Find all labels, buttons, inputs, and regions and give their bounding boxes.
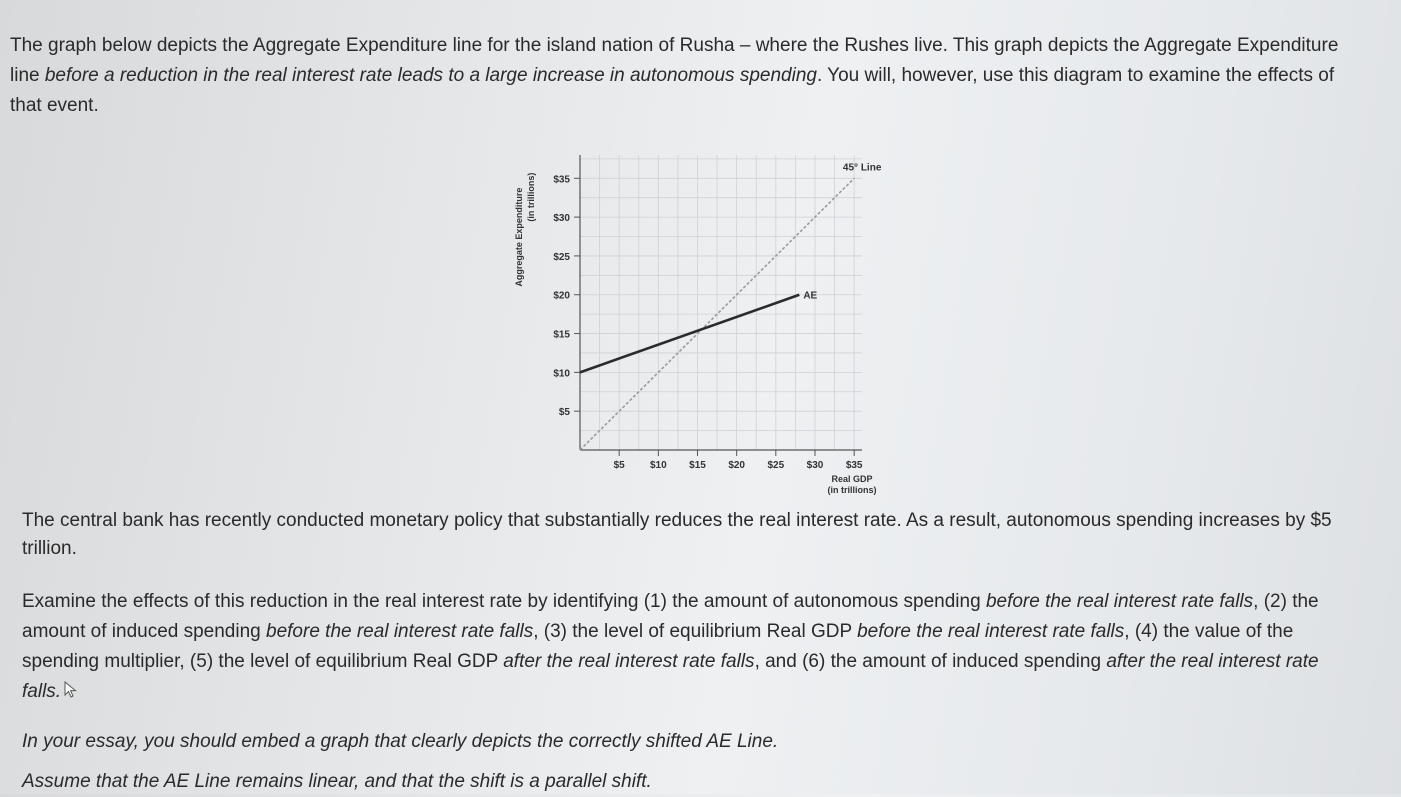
intro-paragraph — [10, 31, 1370, 121]
x-tick-label: $35 — [845, 460, 863, 471]
essay-instruction: In your essay, you should embed a graph that clearly depicts the correctly shifted AE Line. — [22, 731, 779, 752]
y-tick-label: $25 — [553, 251, 570, 263]
forty-five-degree-line-label: 45° Line — [842, 162, 882, 174]
mouse-cursor-icon — [63, 681, 79, 699]
x-tick-label: $30 — [806, 460, 824, 471]
y-tick-label: $10 — [553, 368, 570, 380]
instr-emph-b: before the real interest rate falls — [985, 591, 1254, 612]
x-tick-label: $15 — [689, 460, 706, 471]
monetary-policy-paragraph: The central bank has recently conducted monetary policy that substantially reduces the real interest rate. As a result, autonomous spending increases by $5 trillion. — [22, 510, 1332, 559]
ae-line-label: AE — [803, 290, 818, 302]
x-tick-label: $10 — [649, 460, 667, 471]
ae-chart — [500, 145, 900, 505]
ae-chart-svg — [500, 145, 900, 505]
y-axis-subtitle: (in trillions) — [526, 172, 536, 222]
instr-text-g: , (4) the value of the spending multiplier, (5) the level of equilibrium Real GDP — [22, 621, 1294, 672]
y-tick-label: $15 — [553, 329, 570, 341]
x-tick-label: $25 — [767, 460, 785, 471]
y-tick-label: $35 — [553, 174, 570, 186]
instr-emph-j: after the real interest rate falls — [22, 651, 1319, 702]
intro-text-2: . You will, however, use this diagram to examine the effects of that event. — [10, 65, 1335, 116]
instr-text-c: , (2) the amount of induced spending — [22, 591, 1319, 642]
instr-emph-h: after the real interest rate falls — [503, 651, 755, 672]
intro-text-1: The graph below depicts the Aggregate Expenditure line for the island nation of Rusha – where the Rushes live. This graph depicts the Aggregate Expenditure line — [10, 35, 1339, 86]
x-tick-label: $20 — [728, 460, 746, 471]
x-axis-title: Real GDP — [831, 474, 873, 484]
instr-emph-d: before the real interest rate falls — [266, 621, 534, 642]
instr-text-i: , and (6) the amount of induced spending — [754, 651, 1107, 672]
instr-text-a: Examine the effects of this reduction in the real interest rate by identifying (1) the amount of autonomous spending — [22, 591, 986, 612]
instructions-paragraph — [22, 587, 1362, 707]
assumption-note: Assume that the AE Line remains linear, and that the shift is a parallel shift. — [22, 771, 652, 792]
y-tick-label: $20 — [553, 290, 570, 302]
instr-text-e: , (3) the level of equilibrium Real GDP — [533, 621, 858, 642]
instr-text-k: . — [55, 681, 62, 702]
y-axis-title: Aggregate Expenditure — [514, 187, 524, 287]
x-tick-label: $5 — [613, 460, 625, 471]
y-tick-label: $5 — [558, 407, 570, 419]
instr-emph-f: before the real interest rate falls — [857, 621, 1125, 642]
intro-emphasis: before a reduction in the real interest rate leads to a large increase in autonomous spending — [44, 65, 817, 86]
x-axis-subtitle: (in trillions) — [827, 485, 877, 495]
y-tick-label: $30 — [553, 213, 570, 225]
